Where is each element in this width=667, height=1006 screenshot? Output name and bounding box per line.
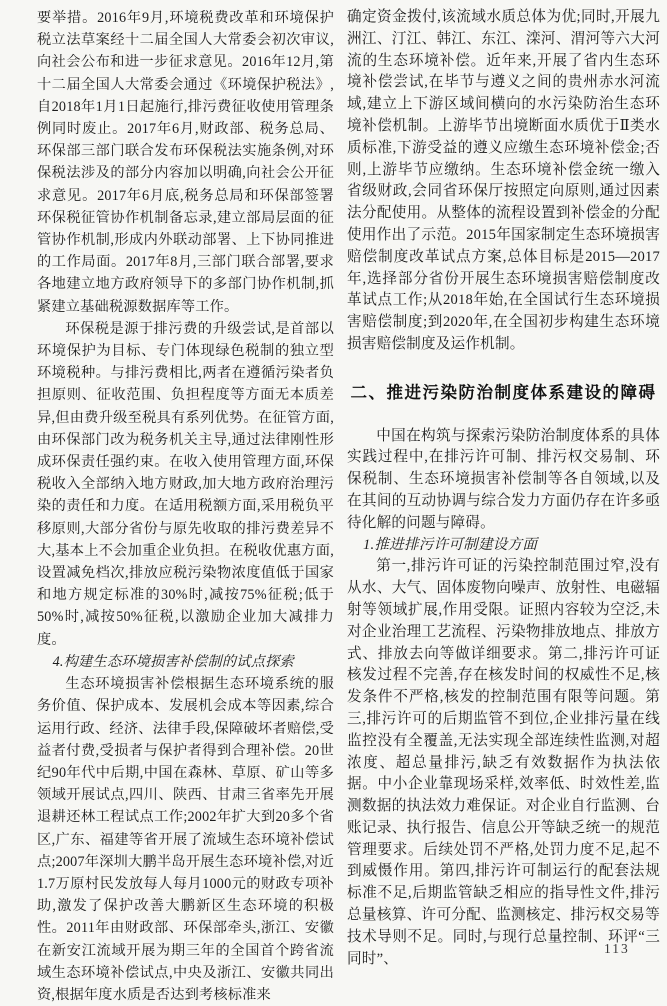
paragraph-continuation: 要举措。2016年9月,环境税费改革和环境保护税立法草案经十二届全国人大常委会初次审议,向社会公布和进一步征求意见。2016年12月,第十二届全国人大常委会通过《环境保护税法》,自2018年1月1日起施行,排污费征收使用管理条例同时废止。2017年6月,财政部、税务总局、环保部三部门联合发布环保税法实施条例,对环保税法涉及的部分内容加以明确,向社会公开征求意见。2017年6月底,税务总局和环保部签署环保税征管协作机制备忘录,建立部局层面的征管协作机制,形成内外联动部署、上下协同推进的工作局面。2017年8月,三部门联合部署,要求各地建立地方政府领导下的多部门协作机制,抓紧建立基础税源数据库等工作。 [37,10,334,315]
left-column [37,7,334,1006]
paragraph: 中国在构筑与探索污染防治制度体系的具体实践过程中,在排污许可制、排污权交易制、环保税制、生态环境损害补偿制等各自领域,以及在其间的互动协调与综合发力方面仍存在许多亟待化解的问题与障碍。 [347,427,660,531]
paragraph: 环保税是源于排污费的升级尝试,是首部以环境保护为目标、专门体现绿色税制的独立型环境税种。与排污费相比,两者在遵循污染者负担原则、征收范围、负担程度等方面无本质差异,但由费升级至税具有系列优势。在征管方面,由环保部门改为税务机关主导,通过法律刚性形成环保责任强约束。在收入使用管理方面,环保税收入全部纳入地方财政,加大地方政府治理污染的责任和力度。在适用税额方面,采用税负平移原则,大部分省份与原先收取的排污费差异不大,基本上不会加重企业负担。在税收优惠方面,设置减免档次,排放应税污染物浓度值低于国家和地方规定标准的30%时,减按75%征税;低于50%时,减按50%征税,以激励企业加大减排力度。 [37,320,334,648]
page-number: 113 [604,941,630,956]
sub-heading: 4.构建生态环境损害补偿制的试点探索 [52,653,294,670]
paragraph: 生态环境损害补偿根据生态环境系统的服务价值、保护成本、发展机会成本等因素,综合运用行政、经济、法律手段,保障破坏者赔偿,受益者付费,受损者与保护者得到合理补偿。20世纪90年代中后期,中国在森林、草原、矿山等多领域开展试点,四川、陕西、甘肃三省率先开展退耕还林工程试点工作;2002年扩大到20多个省区,广东、福建等省开展了流域生态环境补偿试点;2007年深圳大鹏半岛开展生态环境补偿,对近1.7万原村民发放每人每月1000元的财政专项补助,激发了保护改善大鹏新区生态环境的积极性。2011年由财政部、环保部牵头,浙江、安徽在新安江流域开展为期三年的全国首个跨省流域生态环境补偿试点,中央及浙江、安徽共同出资,根据年度水质是否达到考核标准来 [37,676,334,1003]
paragraph: 第一,排污许可证的污染控制范围过窄,没有从水、大气、固体废物向噪声、放射性、电磁辐射等领域扩展,作用受限。证照内容较为空泛,未对企业治理工艺流程、污染物排放地点、排放方式、排放去向等做详细要求。第二,排污许可证核发过程不完善,存在核发时间的权威性不足,核发条件不严格,核发的控制范围有限等问题。第三,排污许可的后期监管不到位,企业排污量在线监控没有全覆盖,无法实现全部连续性监测,对超浓度、超总量排污,缺乏有效数据作为执法依据。中小企业靠现场采样,效率低、时效性差,监测数据的执法效力难保证。对企业自行监测、台账记录、执行报告、信息公开等缺乏统一的规范管理要求。后续处罚不严格,处罚力度不足,起不到威慑作用。第四,排污许可制运行的配套法规标准不足,后期监管缺乏相应的指导性文件,排污总量核算、许可分配、监测核定、排污权交易等技术导则不足。同时,与现行总量控制、环评“三同时”、 [347,558,660,967]
section-heading: 二、推进污染防治制度体系建设的障碍 [350,382,657,402]
paragraph-continuation: 确定资金拨付,该流域水质总体为优;同时,开展九洲江、汀江、韩江、东江、滦河、渭河等六大河流的生态环境补偿。近年来,开展了省内生态环境补偿尝试,在毕节与遵义之间的贵州赤水河流域,建立上下游区域间横向的水污染防治生态环境补偿机制。上游毕节出境断面水质优于Ⅱ类水质标准,下游受益的遵义应缴生态环境补偿金;否则,上游毕节应缴纳。生态环境补偿金统一缴入省级财政,会同省环保厅按照定向原则,通过因素法分配使用。从整体的流程设置到补偿金的分配使用作出了示范。2015年国家制定生态环境损害赔偿制度改革试点方案,总体目标是2015—2017年,选择部分省份开展生态环境损害赔偿制度改革试点工作;从2018年始,在全国试行生态环境损害赔偿制度;到2020年,在全国初步构建生态环境损害赔偿制度及运作机制。 [347,9,660,352]
right-column [347,7,660,970]
sub-heading: 1.推进排污许可制建设方面 [363,536,538,553]
